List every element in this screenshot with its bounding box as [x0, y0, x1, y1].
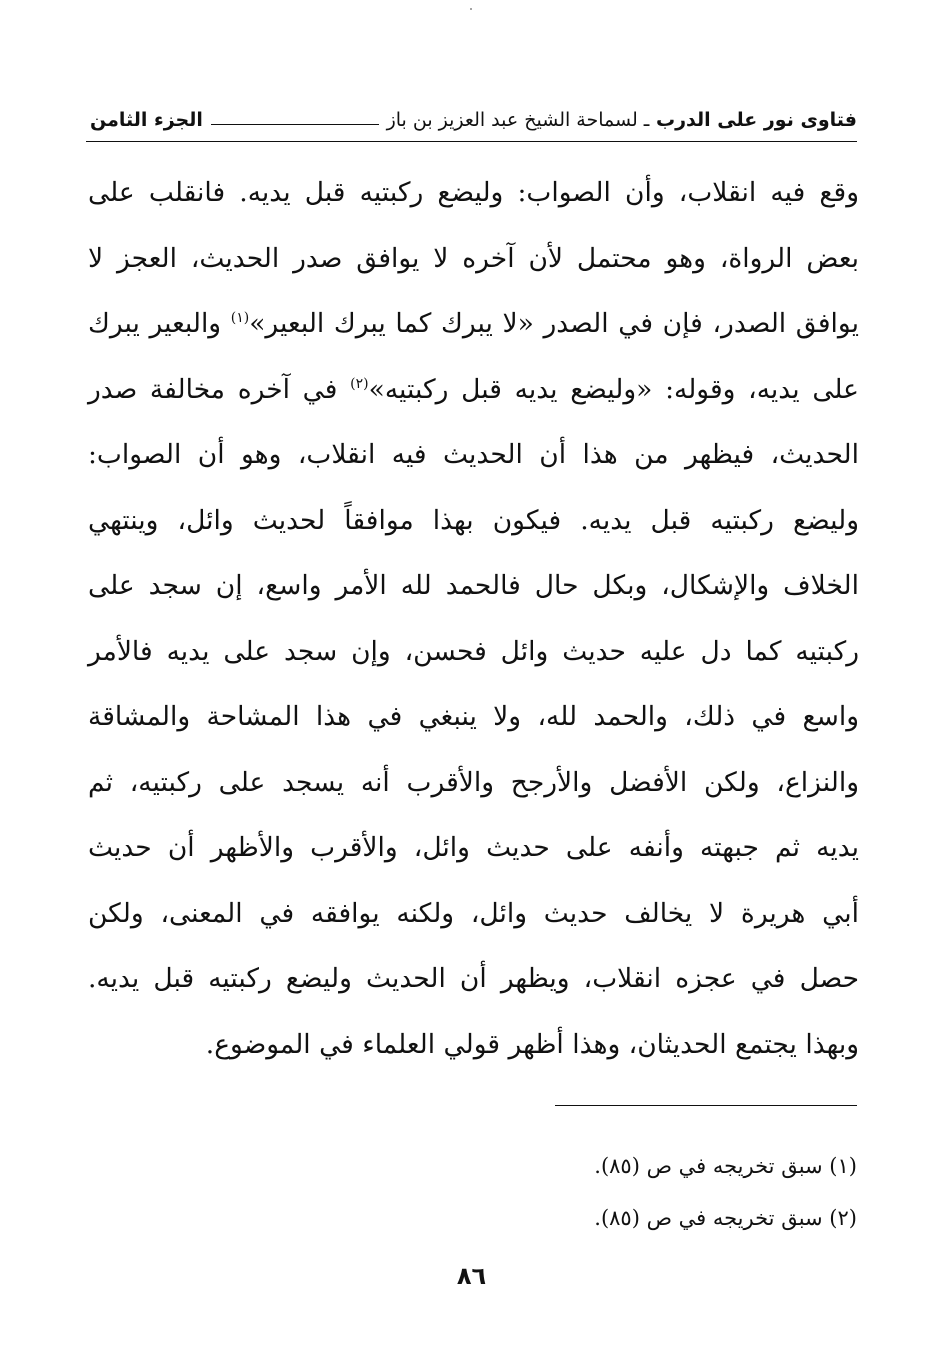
footnote-separator [555, 1105, 857, 1106]
header-author: ـ لسماحة الشيخ عبد العزيز بن باز [386, 109, 650, 131]
body-line-11: يديه ثم جبهته وأنفه على حديث وائل، والأقرب والأظهر أن حديث [88, 832, 859, 863]
body-line-3 [88, 291, 859, 357]
body-line-13: حصل في عجزه انقلاب، ويظهر أن الحديث وليضع ركبتيه قبل يديه. [88, 963, 859, 994]
header-rule [86, 141, 857, 142]
footnote-2: (٢) سبق تخريجه في ص (٨٥). [594, 1206, 857, 1230]
body-line-9: واسع في ذلك، والحمد لله، ولا ينبغي في هذا المشاحة والمشاقة [88, 701, 859, 732]
body-line-5: الحديث، فيظهر من هذا أن الحديث فيه انقلاب، وهو أن الصواب: [88, 439, 859, 470]
body-line-3-tail: والبعير يبرك [88, 308, 231, 339]
body-line-4 [88, 357, 859, 423]
body-line-3-text: يوافق الصدر، فإن في الصدر «لا يبرك كما يبرك البعير» [249, 308, 859, 339]
body-line-12: أبي هريرة لا يخالف حديث وائل، ولكنه يوافقه في المعنى، ولكن [88, 897, 859, 929]
body-line-1: وقع فيه انقلاب، وأن الصواب: وليضع ركبتيه قبل يديه. فانقلب على [88, 177, 859, 208]
body-line-14: وبهذا يجتمع الحديثان، وهذا أظهر قولي العلماء في الموضوع. [205, 1028, 859, 1060]
body-text [88, 160, 859, 1077]
body-line-7: الخلاف والإشكال، وبكل حال فالحمد لله الأمر واسع، إن سجد على [88, 570, 859, 601]
book-title: فتاوى نور على الدرب [656, 109, 857, 131]
body-line-2: بعض الرواة، وهو محتمل لأن آخره لا يوافق صدر الحديث، العجز لا [88, 242, 859, 274]
footnote-1: (١) سبق تخريجه في ص (٨٥). [594, 1154, 857, 1178]
body-line-4-tail: في آخره مخالفة صدر [88, 373, 351, 405]
scan-speck [470, 8, 472, 10]
body-line-4-text: على يديه، وقوله: «وليضع يديه قبل ركبتيه» [368, 373, 859, 405]
header-part-label: الجزء الثامن [90, 109, 203, 131]
running-header [90, 100, 857, 140]
footnote-ref-1[interactable]: (١) [230, 310, 250, 327]
body-line-8: ركبتيه كما دل عليه حديث وائل فحسن، وإن سجد على يديه فالأمر [88, 635, 859, 667]
header-book-title [387, 109, 857, 131]
body-line-6: وليضع ركبتيه قبل يديه. فيكون بهذا موافقاً لحديث وائل، وينتهي [88, 504, 859, 536]
body-line-10: والنزاع، ولكن الأفضل والأرجح والأقرب أنه يسجد على ركبتيه، ثم [88, 766, 859, 798]
footnotes [86, 1140, 857, 1244]
page-number: ٨٦ [456, 1262, 487, 1290]
footnote-ref-2[interactable]: (٢) [350, 375, 369, 392]
header-dash-line [211, 124, 379, 125]
